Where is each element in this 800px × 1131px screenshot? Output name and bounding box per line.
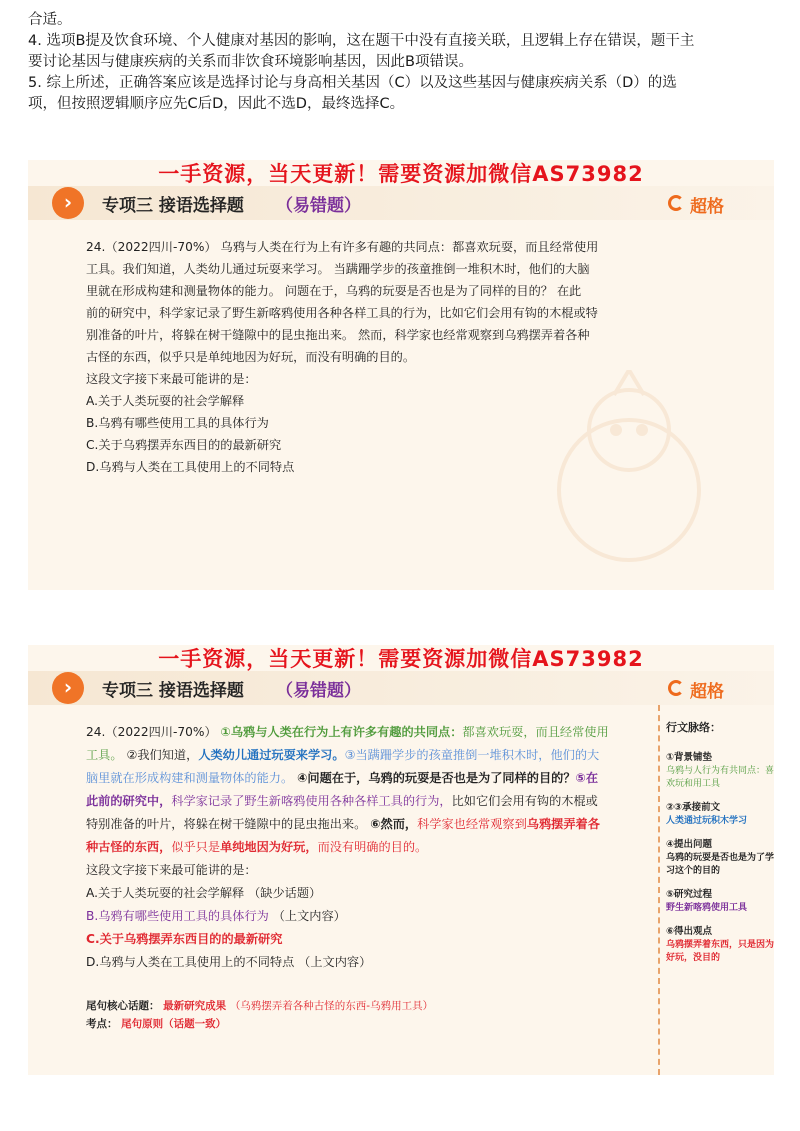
key-point-value: 尾句原则（话题一致） [121,1018,227,1030]
sentence-4: ④问题在于，乌鸦的玩耍是否也是为了同样的目的？ [297,771,576,785]
sentence-6b: 科学家也经常观察到 [417,817,527,831]
sentence-3: ③当蹒跚学步的孩童推倒一堆积木时，他们的大 [344,748,600,762]
sentence-5c: 科学家记录了野生新喀鸦使用各种各样工具的行为， [171,794,452,808]
brand-logo-icon [668,195,684,211]
option-d [86,951,664,974]
question-line: 前的研究中，科学家记录了野生新喀鸦使用各种各样工具的行为，比如它们会用有钩的木棍或特 [86,306,598,320]
answer-slide [28,645,774,1075]
annotated-line [86,744,664,767]
brand-logo-icon [668,680,684,696]
chevron-right-icon: › [52,672,84,704]
sidebar-title: 行文脉络： [666,721,721,734]
sentence-2a: ②我们知道， [126,748,199,762]
brand-name: 超格 [690,682,724,702]
sentence-1c: 工具。 [86,748,123,762]
question-line: 古怪的东西，似乎只是单纯地因为好玩，而没有明确的目的。 [86,350,416,364]
annotated-line [86,721,664,744]
core-topic-note: （乌鸦摆弄着各种古怪的东西-乌鸦用工具） [229,1000,434,1012]
option-c-text: C.关于乌鸦摆弄东西目的的最新研究 [86,932,283,946]
key-point-label: 考点： [86,1018,118,1030]
option-d-note: （上文内容） [298,955,372,969]
option-a [86,882,664,905]
brand-name: 超格 [690,197,724,217]
intro-line: 项，但按照逻辑顺序应先C后D，因此不选D，最终选择C。 [28,96,405,112]
section-header [28,186,774,220]
sentence-5d: 比如它们会用有钩的木棍或 [451,794,598,808]
sidebar-step-head: ①背景铺垫 [666,752,713,763]
sentence-6e: 似乎只是 [171,840,221,854]
sentence-6a: ⑥然而， [370,817,418,831]
promo-banner: 一手资源，当天更新！需要资源加微信AS73982 [158,647,644,671]
question-prompt: 这段文字接下来最可能讲的是： [86,863,257,877]
section-title: 专项三 接语选择题 [102,196,244,216]
sentence-2b: 人类幼儿通过玩耍来学习。 [198,748,345,762]
question-line: 24.（2022四川-70%） 乌鸦与人类在行为上有许多有趣的共同点：都喜欢玩耍，而且经常使用 [86,240,599,254]
option-a: A.关于人类玩耍的社会学解释 [86,394,245,408]
sidebar-step-head: ⑥得出观点 [666,926,713,937]
question-line: 别准备的叶片，将躲在树干缝隙中的昆虫拖出来。 然而，科学家也经常观察到乌鸦摆弄着各种 [86,328,590,342]
option-b [86,905,664,928]
promo-banner: 一手资源，当天更新！需要资源加微信AS73982 [158,162,644,186]
sentence-5b: 此前的研究中， [86,794,172,808]
intro-line: 4. 选项B提及饮食环境、个人健康对基因的影响，这在题干中没有直接关联，且逻辑上存在错误，题干主 [28,33,695,49]
question-line: 工具。我们知道，人类幼儿通过玩耍来学习。 当蹒跚学步的孩童推倒一堆积木时，他们的大脑 [86,262,590,276]
sidebar-step-text: 乌鸦摆弄着东西，只是因为好玩，没目的 [666,940,774,963]
question-prompt: 这段文字接下来最可能讲的是： [86,372,257,386]
section-subtitle: （易错题） [276,196,361,216]
annotated-line [86,767,664,790]
core-topic-label: 尾句核心话题： [86,1000,160,1012]
annotated-line [86,790,664,813]
intro-line: 要讨论基因与健康疾病的关系而非饮食环境影响基因，因此B项错误。 [28,54,473,70]
section-title: 专项三 接语选择题 [102,681,244,701]
annotated-line [86,836,664,859]
option-a-note: （缺少话题） [248,886,322,900]
sentence-6d: 种古怪的东西， [86,840,172,854]
sidebar-step-text: 野生新喀鸦使用工具 [666,903,748,913]
annotated-question [86,721,664,974]
intro-line: 合适。 [28,12,72,28]
sentence-6c: 乌鸦摆弄着各 [526,817,600,831]
intro-text [28,10,778,115]
option-d-text: D.乌鸦与人类在工具使用上的不同特点 [86,955,295,969]
sentence-5a: ⑤在 [575,771,599,785]
core-topic-value: 最新研究成果 [163,1000,227,1012]
chevron-right-icon: › [52,187,84,219]
option-c: C.关于乌鸦摆弄东西目的的最新研究 [86,438,282,452]
option-a-text: A.关于人类玩耍的社会学解释 [86,886,245,900]
question-slide [28,160,774,590]
sentence-5e: 特别准备的叶片，将躲在树干缝隙中的昆虫拖出来。 [86,817,367,831]
sidebar-step-text: 人类通过玩积木学习 [666,816,748,826]
sentence-6f: 单纯地因为好玩， [220,840,318,854]
sidebar-step-text: 乌鸦与人行为有共同点：喜欢玩和用工具 [666,766,774,789]
sidebar-step-head: ⑤研究过程 [666,889,713,900]
intro-line: 5. 综上所述，正确答案应该是选择讨论与身高相关基因（C）以及这些基因与健康疾病关系（D）的选 [28,75,677,91]
sidebar-step-text: 乌鸦的玩耍是否也是为了学习这个的目的 [666,853,774,876]
core-topic-line [86,997,433,1015]
section-subtitle: （易错题） [276,681,361,701]
question-prefix: 24.（2022四川-70%） [86,725,217,739]
sentence-1b: 都喜欢玩耍，而且经常使用 [462,725,609,739]
key-point-line [86,1015,433,1033]
question-text [86,236,646,478]
section-header [28,671,774,705]
core-topic [86,997,433,1033]
option-b: B.乌鸦有哪些使用工具的具体行为 [86,416,269,430]
structure-sidebar [658,705,774,1075]
sentence-1: ①乌鸦与人类在行为上有许多有趣的共同点： [220,725,463,739]
option-b-text: B.乌鸦有哪些使用工具的具体行为 [86,909,269,923]
sentence-3b: 脑里就在形成构建和测量物体的能力。 [86,771,294,785]
question-line: 里就在形成构建和测量物体的能力。 问题在于，乌鸦的玩耍是否也是为了同样的目的？ 在此 [86,284,582,298]
option-d: D.乌鸦与人类在工具使用上的不同特点 [86,460,295,474]
sentence-6g: 而没有明确的目的。 [317,840,428,854]
sidebar-step-head: ②③承接前文 [666,802,721,813]
option-b-note: （上文内容） [272,909,346,923]
option-c [86,928,664,951]
sidebar-step-head: ④提出问题 [666,839,713,850]
annotated-line [86,813,664,836]
